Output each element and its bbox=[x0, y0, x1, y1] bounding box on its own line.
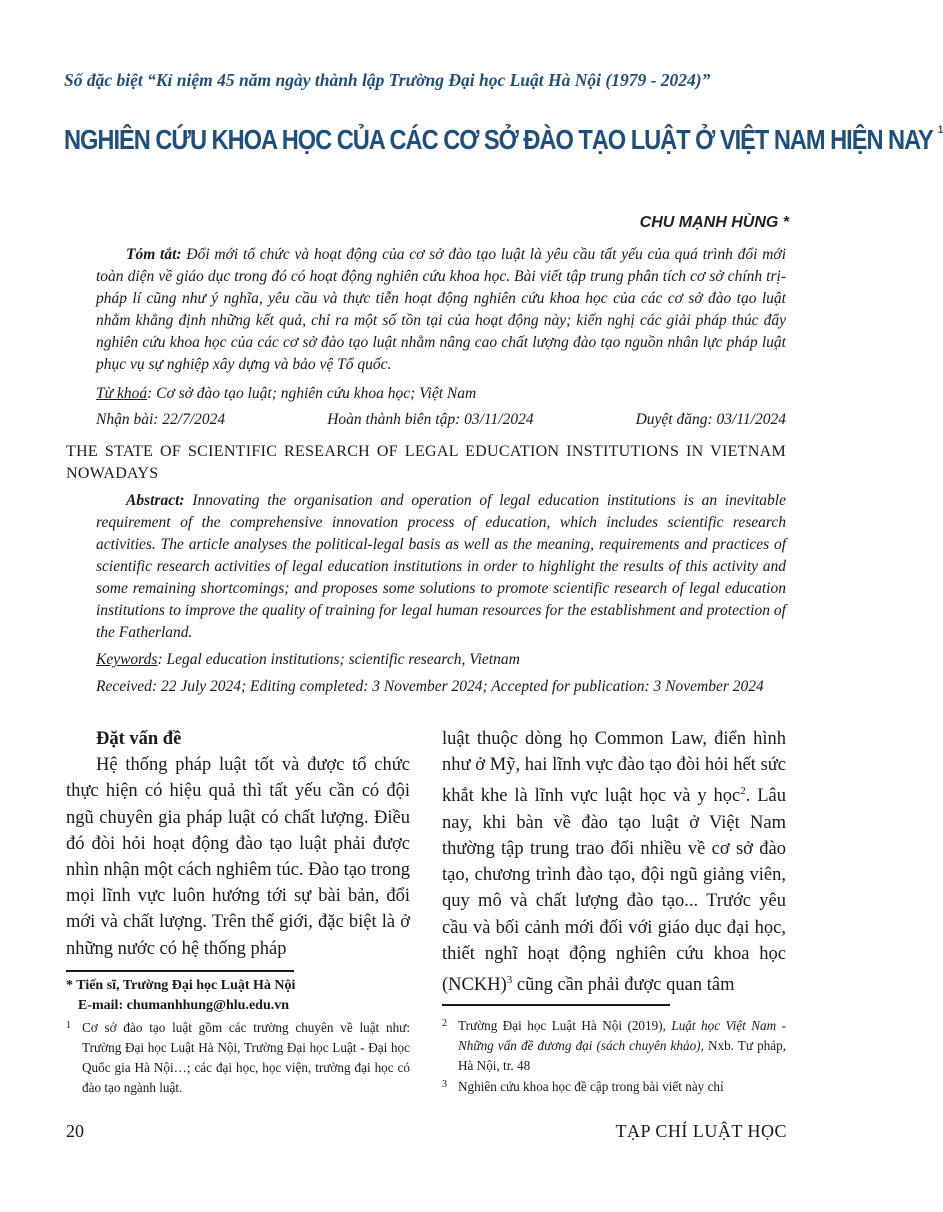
footnote-2-part-a: Trường Đại học Luật Hà Nội (2019), bbox=[458, 1018, 672, 1033]
keywords-vi bbox=[96, 385, 476, 403]
abstract-vi-label: Tóm tắt: bbox=[126, 246, 182, 263]
body-text-right-a: luật thuộc dòng họ Common Law, điển hình như ở Mỹ, hai lĩnh vực đào tạo đòi hỏi hết sức khắt khe là lĩnh vực luật học và y học bbox=[442, 729, 786, 807]
keywords-vi-text: : Cơ sở đào tạo luật; nghiên cứu khoa học; Việt Nam bbox=[147, 385, 477, 402]
footnote-3-number: 3 bbox=[442, 1079, 447, 1090]
body-text-right-b: . Lâu nay, khi bàn về đào tạo luật ở Việt Nam thường tập trung trao đổi nhiều về cơ sở đào tạo, chương trình đào tạo, đội ngũ giảng viên, quy mô và chất lượng đào tạo... Trước yêu cầu và bối cảnh mới đối với giáo dục đại học, thiết nghĩ hoạt động nghiên cứu khoa học (NCKH) bbox=[442, 786, 786, 996]
article-title bbox=[64, 123, 943, 156]
footnote-1-number: 1 bbox=[66, 1020, 71, 1031]
body-paragraph-left: Hệ thống pháp luật tốt và được tổ chức thực hiện có hiệu quả thì tất yếu cần có đội ngũ chuyên gia pháp luật có chất lượng. Điều đó đòi hỏi hoạt động đào tạo luật phải được nhìn nhận một cách nghiêm túc. Đào tạo trong mọi lĩnh vực luôn hướng tới sự bài bản, đổi mới và chất lượng. Trên thế giới, đặc biệt là ở những nước có hệ thống pháp bbox=[66, 755, 410, 959]
journal-name: TẠP CHÍ LUẬT HỌC bbox=[615, 1121, 787, 1141]
received-date: Nhận bài: 22/7/2024 bbox=[96, 411, 226, 428]
footnote-divider-right bbox=[442, 1004, 670, 1006]
page-number: 20 bbox=[66, 1121, 84, 1141]
english-title: THE STATE OF SCIENTIFIC RESEARCH OF LEGAL EDUCATION INSTITUTIONS IN VIETNAM NOWADAYS bbox=[66, 443, 786, 482]
footnote-2 bbox=[442, 1016, 786, 1076]
abstract-en-text: Innovating the organisation and operation of legal education institutions is an inevitable requirement of the comprehensive innovation process of education, which includes scientific research activities. The article analyses the political-legal basis as well as the meaning, requirements and practices of scientific research activities of legal education institutions in order to highlight the results of this activity and some remaining shortcomings; and proposes some solutions to promote scientific research of legal education institutions to improve the quality of training for legal human resources for the establishment and protection of the Fatherland. bbox=[96, 492, 786, 641]
author-name: CHU MẠNH HÙNG * bbox=[639, 214, 789, 231]
body-left-column bbox=[66, 726, 410, 962]
special-issue-banner: Số đặc biệt “Kỉ niệm 45 năm ngày thành lập Trường Đại học Luật Hà Nội (1979 - 2024)” bbox=[64, 70, 711, 90]
abstract-en-label: Abstract: bbox=[126, 492, 185, 509]
footnote-ref-3[interactable]: 3 bbox=[506, 973, 513, 986]
title-text: NGHIÊN CỨU KHOA HỌC CỦA CÁC CƠ SỞ ĐÀO TẠO LUẬT Ở VIỆT NAM HIỆN NAY bbox=[64, 124, 933, 155]
footnote-3-text: Nghiên cứu khoa học đề cập trong bài viết này chỉ bbox=[458, 1079, 724, 1094]
keywords-en-text: : Legal education institutions; scientific research, Vietnam bbox=[157, 651, 520, 668]
edited-date: Hoàn thành biên tập: 03/11/2024 bbox=[327, 411, 534, 428]
footnotes-right bbox=[442, 1016, 786, 1097]
keywords-en bbox=[96, 651, 520, 669]
author-email[interactable]: E-mail: chumanhhung@hlu.edu.vn bbox=[78, 998, 290, 1013]
body-right-column bbox=[442, 726, 786, 998]
affiliation-line: * Tiến sĩ, Trường Đại học Luật Hà Nội bbox=[66, 978, 296, 993]
footnote-2-book-title: Luật học Việt Nam - Những vấn đề đương đại (sách chuyên khảo) bbox=[458, 1018, 786, 1053]
footnote-2-text bbox=[458, 1016, 786, 1076]
abstract-vi bbox=[96, 244, 786, 376]
title-footnote-ref[interactable]: 1 bbox=[937, 123, 943, 136]
footnote-ref-2[interactable]: 2 bbox=[740, 785, 746, 798]
footnote-3 bbox=[442, 1077, 786, 1097]
footnote-2-part-b: , Nxb. Tư pháp, Hà Nội, tr. 48 bbox=[458, 1038, 786, 1073]
section-heading: Đặt vấn đề bbox=[96, 729, 182, 749]
keywords-vi-label: Từ khoá bbox=[96, 385, 148, 402]
abstract-vi-text: Đổi mới tổ chức và hoạt động của cơ sở đào tạo luật là yêu cầu tất yếu của quá trình đổi mới toàn diện về giáo dục trong đó có hoạt động nghiên cứu khoa học. Bài viết tập trung phân tích cơ sở chính trị-pháp lí cũng như ý nghĩa, yêu cầu và thực tiễn hoạt động nghiên cứu khoa học của các cơ sở đào tạo luật nhằm khẳng định những kết quả, chỉ ra một số tồn tại của hoạt động này; kiến nghị các giải pháp thúc đẩy nghiên cứu khoa học của các cơ sở đào tạo luật nhằm nâng cao chất lượng đào tạo nguồn nhân lực pháp luật phục vụ sự nghiệp xây dựng và bảo vệ Tổ quốc. bbox=[96, 246, 786, 373]
accepted-date: Duyệt đăng: 03/11/2024 bbox=[635, 411, 786, 428]
body-text-right-c: cũng cần phải được quan tâm bbox=[512, 975, 735, 996]
abstract-en bbox=[96, 490, 786, 644]
footnote-2-number: 2 bbox=[442, 1018, 447, 1029]
dates-vi bbox=[96, 411, 786, 429]
footnote-1 bbox=[66, 1018, 410, 1098]
dates-en: Received: 22 July 2024; Editing completed: 3 November 2024; Accepted for publication: 3 November 2024 bbox=[96, 678, 764, 695]
author-affiliation bbox=[66, 976, 410, 1016]
footnote-divider-left bbox=[66, 970, 294, 972]
keywords-en-label: Keywords bbox=[96, 651, 158, 668]
footnote-1-text: Cơ sở đào tạo luật gồm các trường chuyên về luật như: Trường Đại học Luật Hà Nội, Trường Đại học Luật - Đại học Quốc gia Hà Nội…; các đại học, học viện, trường đại học có đào tạo ngành luật. bbox=[82, 1020, 410, 1095]
